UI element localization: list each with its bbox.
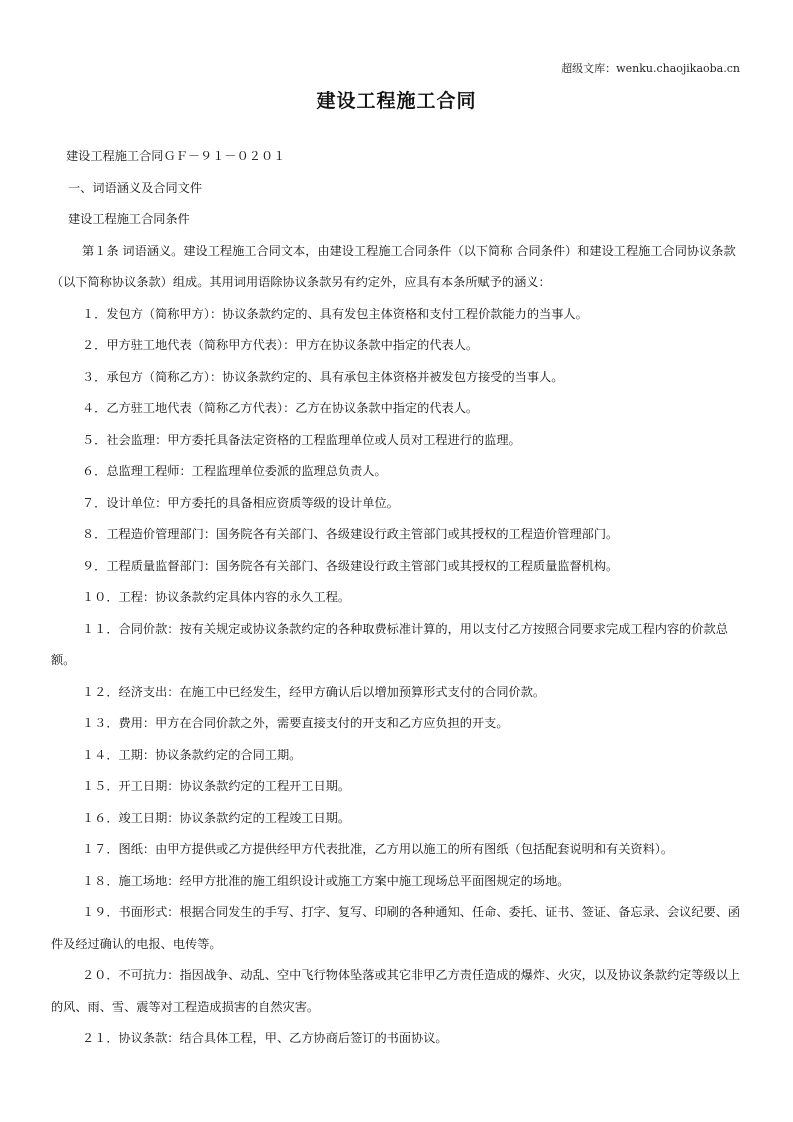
definition-item: ５．社会监理：甲方委托具备法定资格的工程监理单位或人员对工程进行的监理。 (82, 432, 521, 447)
definition-item: １２．经济支出：在施工中已经发生，经甲方确认后以增加预算形式支付的合同价款。 (82, 684, 546, 699)
article-1: 第１条 词语涵义。建设工程施工合同文本，由建设工程施工合同条件（以下简称 合同条件）和建设工程施工合同协议条款（以下简称协议条款）组成。其用词用语除协议条款另有约定外，应具有本条所赋予的涵义： (51, 243, 736, 289)
definition-item: １９．书面形式：根据合同发生的手写、打字、复写、印刷的各种通知、任命、委托、证书、签证、备忘录、会议纪要、函件及经过确认的电报、电传等。 (51, 905, 741, 951)
definition-item: ４．乙方驻工地代表（简称乙方代表）：乙方在协议条款中指定的代表人。 (82, 401, 479, 415)
definition-item: １６．竣工日期：协议条款约定的工程竣工日期。 (82, 810, 351, 825)
section-heading: 一、词语涵义及合同文件 (68, 180, 203, 195)
definition-item: １７．图纸：由甲方提供或乙方提供经甲方代表批准，乙方用以施工的所有图纸（包括配套说明和有关资料）。 (82, 842, 674, 856)
contract-code-line: 建设工程施工合同ＧＦ－９１－０２０１ (66, 149, 286, 163)
definition-item: ７．设计单位：甲方委托的具备相应资质等级的设计单位。 (82, 495, 399, 510)
definition-item: １３．费用：甲方在合同价款之外，需要直接支付的开支和乙方应负担的开支。 (82, 716, 509, 730)
definition-item: １１．合同价款：按有关规定或协议条款约定的各种取费标准计算的，用以支付乙方按照合同要求完成工程内容的价款总额。 (51, 621, 728, 667)
definition-item: ９．工程质量监督部门：国务院各有关部门、各级建设行政主管部门或其授权的工程质量监督机构。 (82, 558, 619, 573)
definition-item: １４．工期：协议条款约定的合同工期。 (82, 747, 302, 762)
definition-item: ３．承包方（简称乙方）：协议条款约定的、具有承包主体资格并被发包方接受的当事人。 (82, 369, 564, 384)
definition-item: １０．工程：协议条款约定具体内容的永久工程。 (82, 590, 351, 604)
definition-item: １．发包方（简称甲方）：协议条款约定的、具有发包主体资格和支付工程价款能力的当事人。 (82, 306, 588, 321)
definition-item: ８．工程造价管理部门：国务院各有关部门、各级建设行政主管部门或其授权的工程造价管理部门。 (82, 527, 619, 541)
document-title: 建设工程施工合同 (316, 90, 477, 112)
definition-item: １５．开工日期：协议条款约定的工程开工日期。 (82, 779, 351, 793)
subheading: 建设工程施工合同条件 (68, 212, 190, 226)
definition-item: ２．甲方驻工地代表（简称甲方代表）：甲方在协议条款中指定的代表人。 (82, 338, 479, 352)
definition-item: ２０．不可抗力：指因战争、动乱、空中飞行物体坠落或其它非甲乙方责任造成的爆炸、火灾，以及协议条款约定等级以上的风、雨、雪、震等对工程造成损害的自然灾害。 (51, 968, 741, 1014)
document-body (51, 141, 744, 1055)
definition-item: ６．总监理工程师：工程监理单位委派的监理总负责人。 (82, 464, 387, 478)
definition-item: ２１．协议条款：结合具体工程，甲、乙方协商后签订的书面协议。 (82, 1031, 448, 1045)
site-watermark: 超级文库：wenku.chaojikaoba.cn (561, 62, 740, 75)
definition-item: １８．施工场地：经甲方批准的施工组织设计或施工方案中施工现场总平面图规定的场地。 (82, 873, 570, 888)
